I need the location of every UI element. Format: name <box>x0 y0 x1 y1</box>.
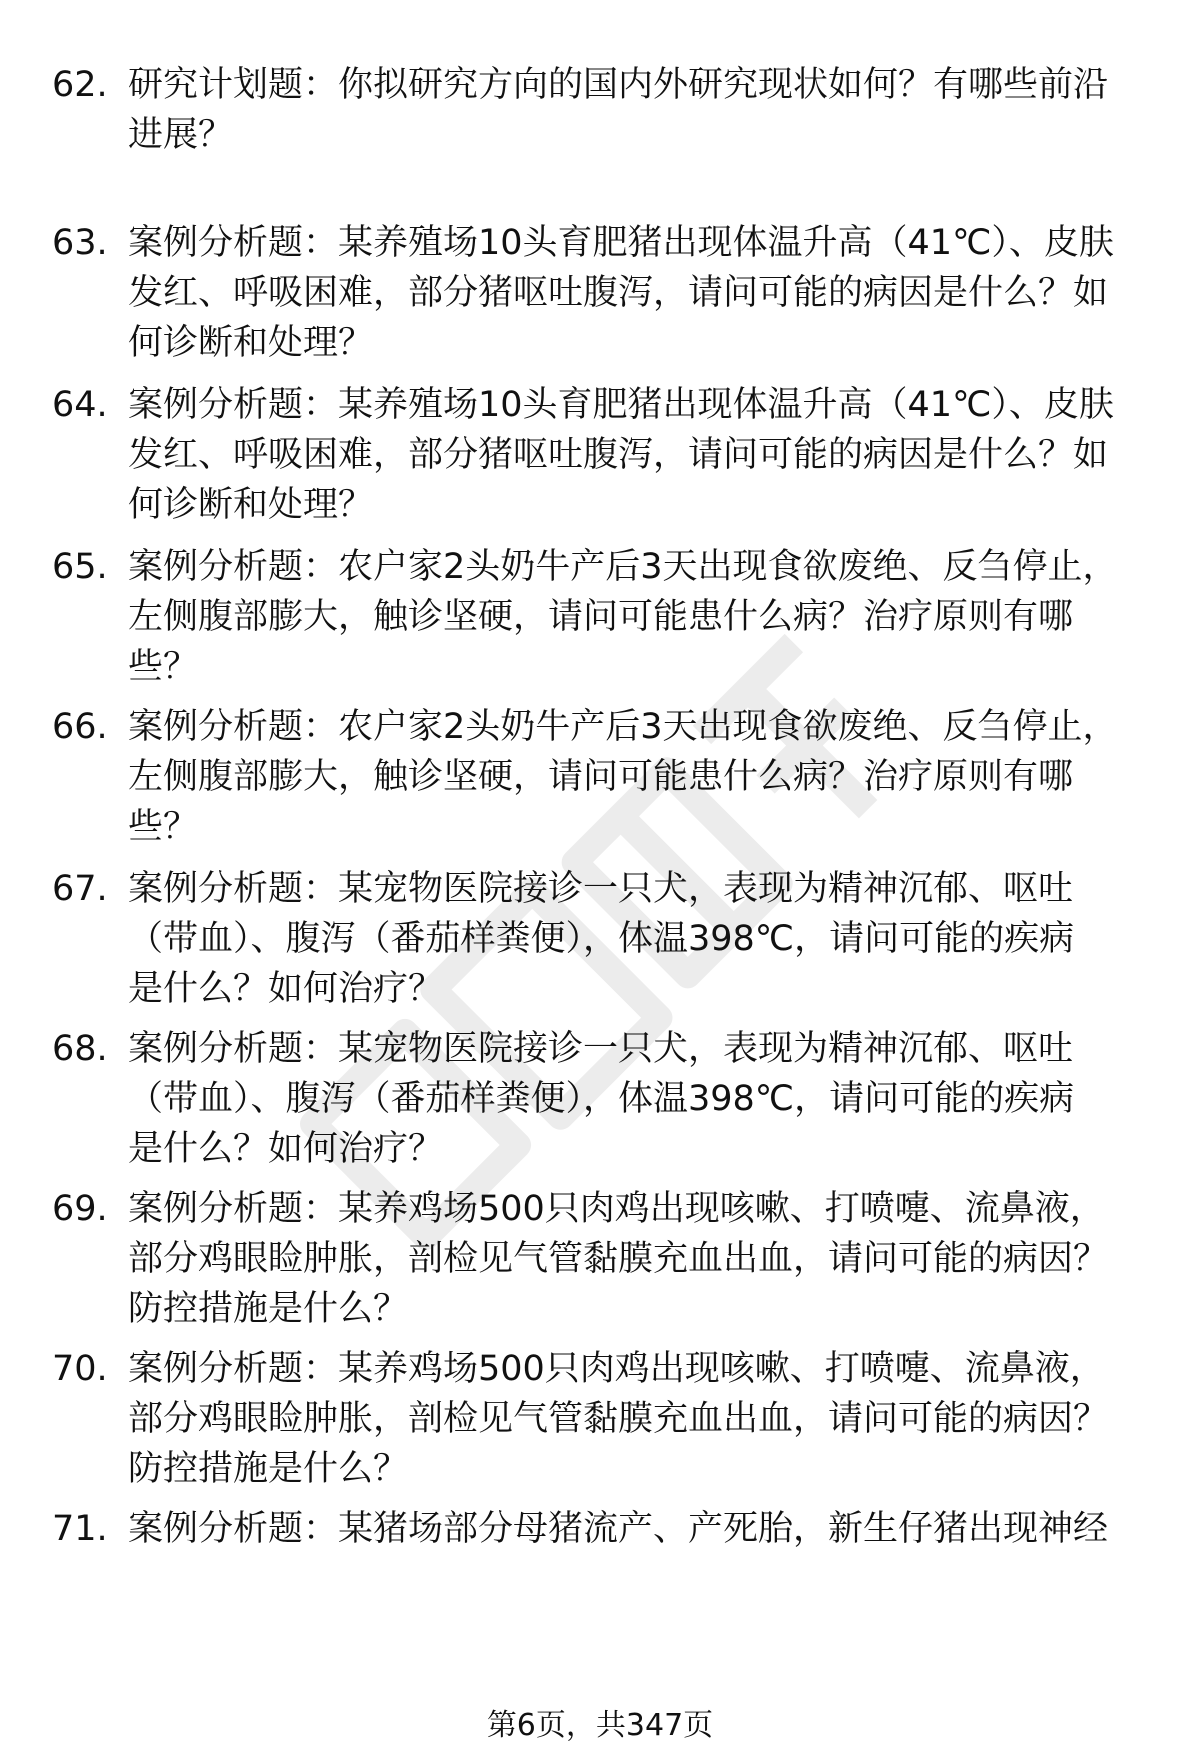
question-text-line: 是什么？如何治疗？ <box>128 969 444 1009</box>
question-number: 71. <box>52 1509 108 1549</box>
question-number: 65. <box>52 547 108 587</box>
question-text-line: 部分鸡眼睑肿胀，剖检见气管黏膜充血出血，请问可能的病因？ <box>128 1239 1109 1279</box>
question-text-line: 些？ <box>128 807 199 847</box>
question-text-line: 案例分析题：农户家2头奶牛产后3天出现食欲废绝、反刍停止， <box>128 547 1118 587</box>
question-text-line: 案例分析题：某宠物医院接诊一只犬，表现为精神沉郁、呕吐 <box>128 869 1074 909</box>
question-text-line: 些？ <box>128 647 199 687</box>
question-text-line: 部分鸡眼睑肿胀，剖检见气管黏膜充血出血，请问可能的病因？ <box>128 1399 1109 1439</box>
question-text-line: 是什么？如何治疗？ <box>128 1129 444 1169</box>
question-text-line: 防控措施是什么？ <box>128 1289 409 1329</box>
question-text-line: （带血）、腹泻（番茄样粪便），体温398℃，请问可能的疾病 <box>128 919 1075 959</box>
question-text-line: 左侧腹部膨大，触诊坚硬，请问可能患什么病？治疗原则有哪 <box>128 757 1074 797</box>
question-number: 67. <box>52 869 108 909</box>
question-number: 63. <box>52 223 108 263</box>
question-text-line: 案例分析题：某养鸡场500只肉鸡出现咳嗽、打喷嚏、流鼻液， <box>128 1349 1105 1389</box>
question-text-line: 何诊断和处理？ <box>128 323 374 363</box>
question-number: 62. <box>52 65 108 105</box>
question-number: 66. <box>52 707 108 747</box>
question-text-line: 左侧腹部膨大，触诊坚硬，请问可能患什么病？治疗原则有哪 <box>128 597 1074 637</box>
question-number: 64. <box>52 385 108 425</box>
question-text-line: 案例分析题：某宠物医院接诊一只犬，表现为精神沉郁、呕吐 <box>128 1029 1074 1069</box>
question-text-line: （带血）、腹泻（番茄样粪便），体温398℃，请问可能的疾病 <box>128 1079 1075 1119</box>
question-text-line: 案例分析题：农户家2头奶牛产后3天出现食欲废绝、反刍停止， <box>128 707 1118 747</box>
question-text-line: 发红、呼吸困难，部分猪呕吐腹泻，请问可能的病因是什么？如 <box>128 435 1109 475</box>
question-text-line: 发红、呼吸困难，部分猪呕吐腹泻，请问可能的病因是什么？如 <box>128 273 1109 313</box>
question-number: 68. <box>52 1029 108 1069</box>
question-text-line: 何诊断和处理？ <box>128 485 374 525</box>
question-text-line: 防控措施是什么？ <box>128 1449 409 1489</box>
question-number: 69. <box>52 1189 108 1229</box>
question-text-line: 研究计划题：你拟研究方向的国内外研究现状如何？有哪些前沿 <box>128 65 1109 105</box>
question-text-line: 案例分析题：某猪场部分母猪流产、产死胎，新生仔猪出现神经 <box>128 1509 1109 1549</box>
question-text-line: 案例分析题：某养殖场10头育肥猪出现体温升高（41℃）、皮肤 <box>128 385 1114 425</box>
question-number: 70. <box>52 1349 108 1389</box>
question-text-line: 进展？ <box>128 115 234 155</box>
page-number-label: 第6页，共347页 <box>486 1708 714 1743</box>
question-text-line: 案例分析题：某养鸡场500只肉鸡出现咳嗽、打喷嚏、流鼻液， <box>128 1189 1105 1229</box>
question-text-line: 案例分析题：某养殖场10头育肥猪出现体温升高（41℃）、皮肤 <box>128 223 1114 263</box>
